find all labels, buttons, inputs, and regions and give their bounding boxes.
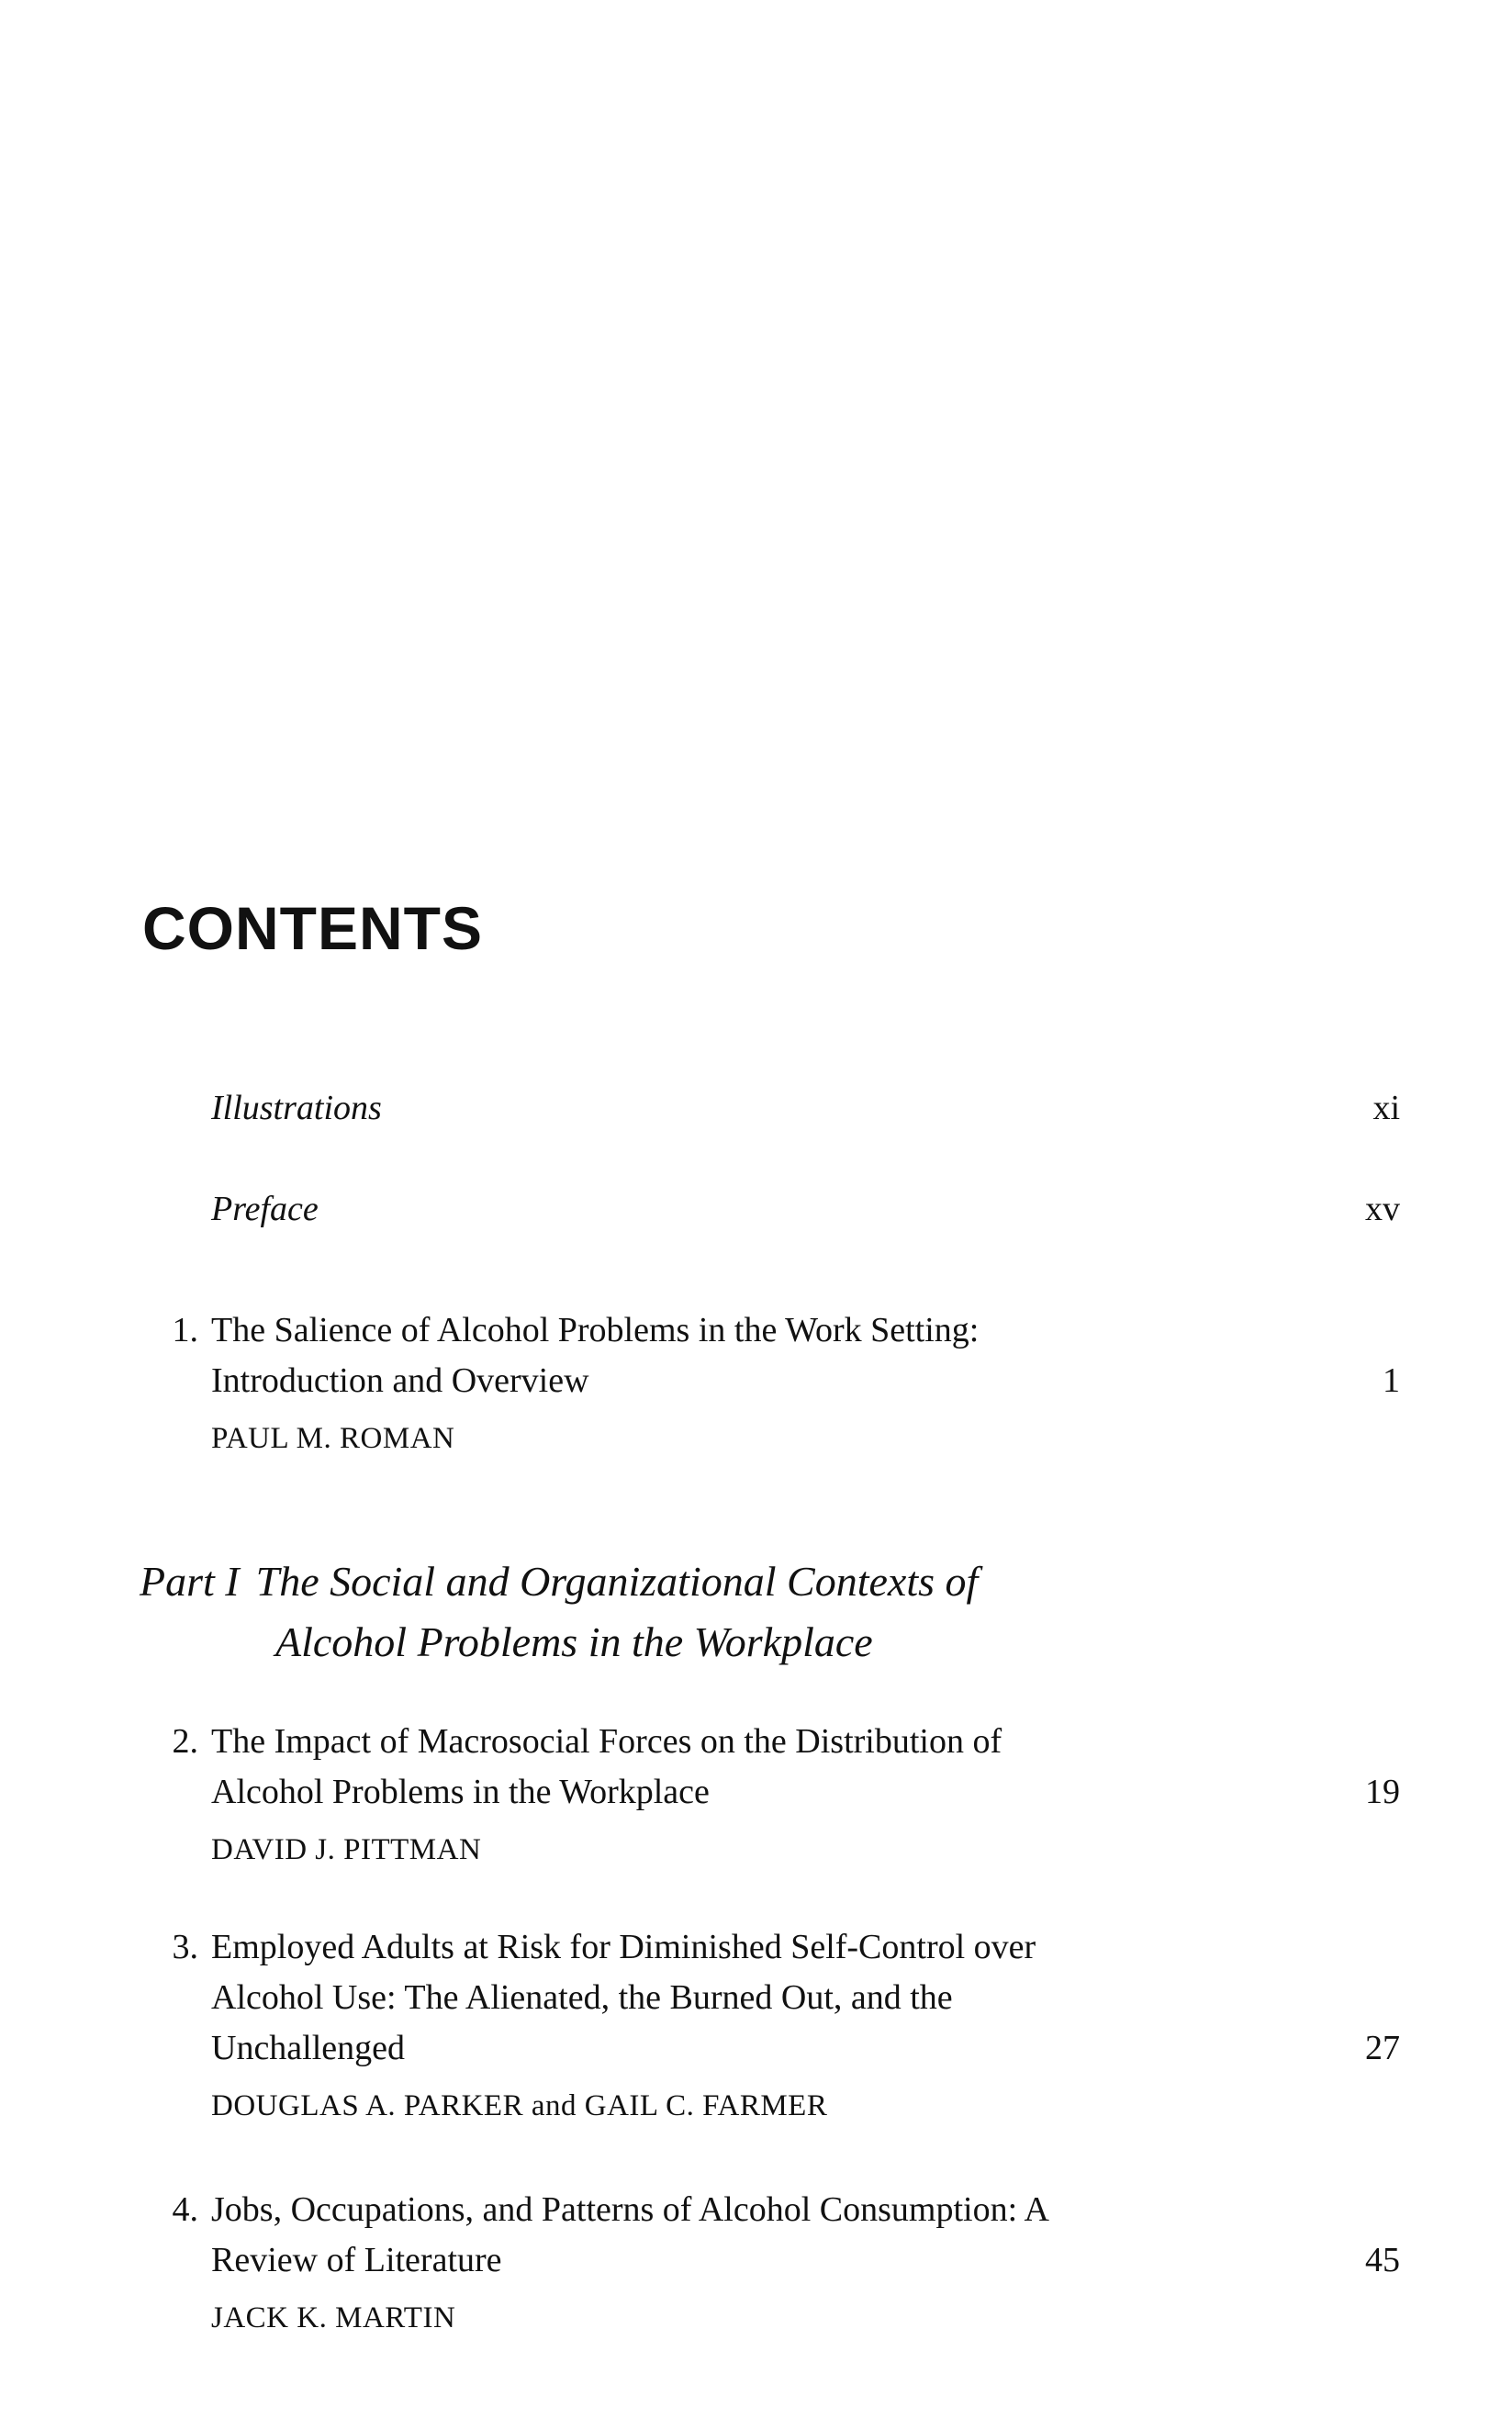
chapter-page: 1 [1383,1361,1400,1400]
toc-entry-title: Illustrations [211,1089,382,1127]
part-label: Part I [140,1558,240,1605]
chapter-author: JACK K. MARTIN [211,2301,456,2334]
chapter-title-line: Alcohol Problems in the Workplace [211,1773,710,1811]
chapter-author: DOUGLAS A. PARKER and GAIL C. FARMER [211,2089,828,2122]
chapter-author: DAVID J. PITTMAN [211,1833,482,1866]
chapter-title [211,2185,1221,2286]
chapter-title-line: Alcohol Use: The Alienated, the Burned Out, and the [211,1978,953,2017]
chapter-page: 45 [1365,2241,1400,2279]
page-title: CONTENTS [142,894,483,962]
chapter-number: 3. [172,1928,198,1966]
chapter-number: 4. [172,2190,198,2229]
chapter-title [211,1305,1221,1406]
chapter-title-line: The Salience of Alcohol Problems in the Work Setting: [211,1311,980,1349]
toc-entry-page: xv [1365,1190,1400,1228]
chapter-title [211,1717,1221,1818]
chapter-title [211,1922,1221,2074]
toc-entry-title: Preface [211,1190,319,1228]
chapter-page: 19 [1365,1773,1400,1811]
chapter-author: PAUL M. ROMAN [211,1422,455,1455]
chapter-title-line: Jobs, Occupations, and Patterns of Alcohol Consumption: A [211,2190,1050,2229]
part-title-line: The Social and Organizational Contexts of [255,1558,979,1605]
part-title-line: Alcohol Problems in the Workplace [275,1618,873,1665]
chapter-page: 27 [1365,2029,1400,2067]
toc-entry-page: xi [1372,1089,1400,1127]
chapter-title-line: Employed Adults at Risk for Diminished Self-Control over [211,1928,1036,1966]
chapter-title-line: The Impact of Macrosocial Forces on the Distribution of [211,1722,1002,1761]
chapter-title-line: Introduction and Overview [211,1361,589,1400]
chapter-title-line: Review of Literature [211,2241,502,2279]
chapter-title-line: Unchallenged [211,2029,406,2067]
chapter-number: 1. [172,1311,198,1349]
chapter-number: 2. [172,1722,198,1761]
part-heading [140,1551,978,1673]
